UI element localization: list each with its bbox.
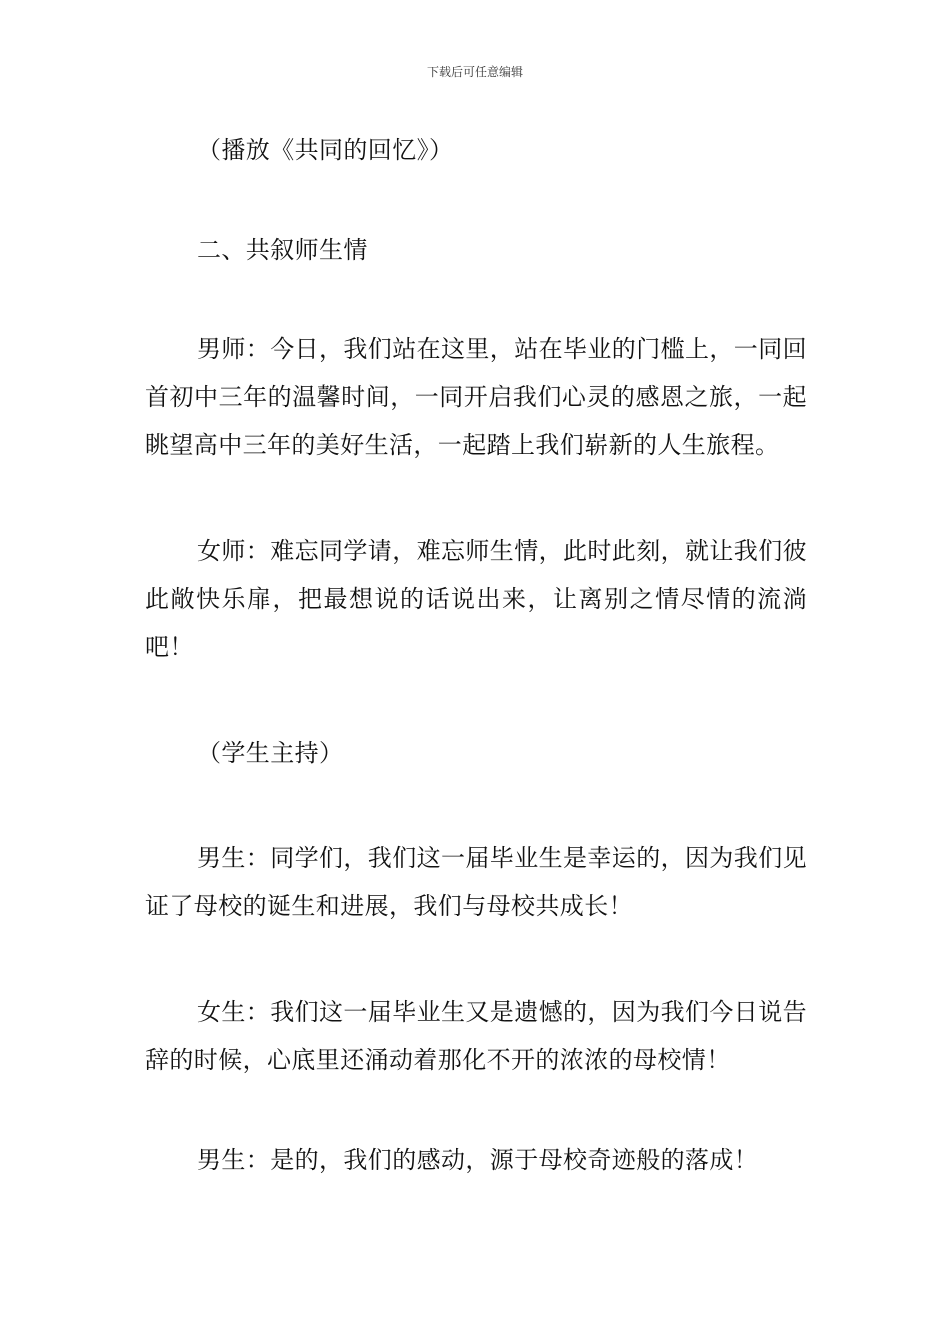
- section-heading: 二、共叙师生情: [197, 236, 368, 264]
- paragraph-male-teacher: 男师：今日，我们站在这里，站在毕业的门槛上，一同回首初中三年的温馨时间，一同开启我们心灵的感恩之旅，一起眺望高中三年的美好生活，一起踏上我们崭新的人生旅程。: [145, 335, 807, 459]
- paragraph-stage-direction-play: （播放《共同的回忆》）: [197, 136, 454, 164]
- paragraph-female-student: 女生：我们这一届毕业生又是遗憾的，因为我们今日说告辞的时候，心底里还涌动着那化不开的浓浓的母校情！: [145, 998, 807, 1074]
- document-body: [145, 126, 807, 1184]
- page-header: 下载后可任意编辑: [426, 65, 523, 79]
- paragraph-male-student-1: 男生：同学们，我们这一届毕业生是幸运的，因为我们见证了母校的诞生和进展，我们与母校共成长！: [145, 844, 807, 920]
- paragraph-male-student-2: 男生：是的，我们的感动，源于母校奇迹般的落成！: [197, 1146, 759, 1174]
- paragraph-female-teacher: 女师：难忘同学请，难忘师生情，此时此刻，就让我们彼此敞快乐扉，把最想说的话说出来，让离别之情尽情的流淌吧！: [145, 537, 807, 661]
- paragraph-stage-direction-students: （学生主持）: [197, 739, 344, 767]
